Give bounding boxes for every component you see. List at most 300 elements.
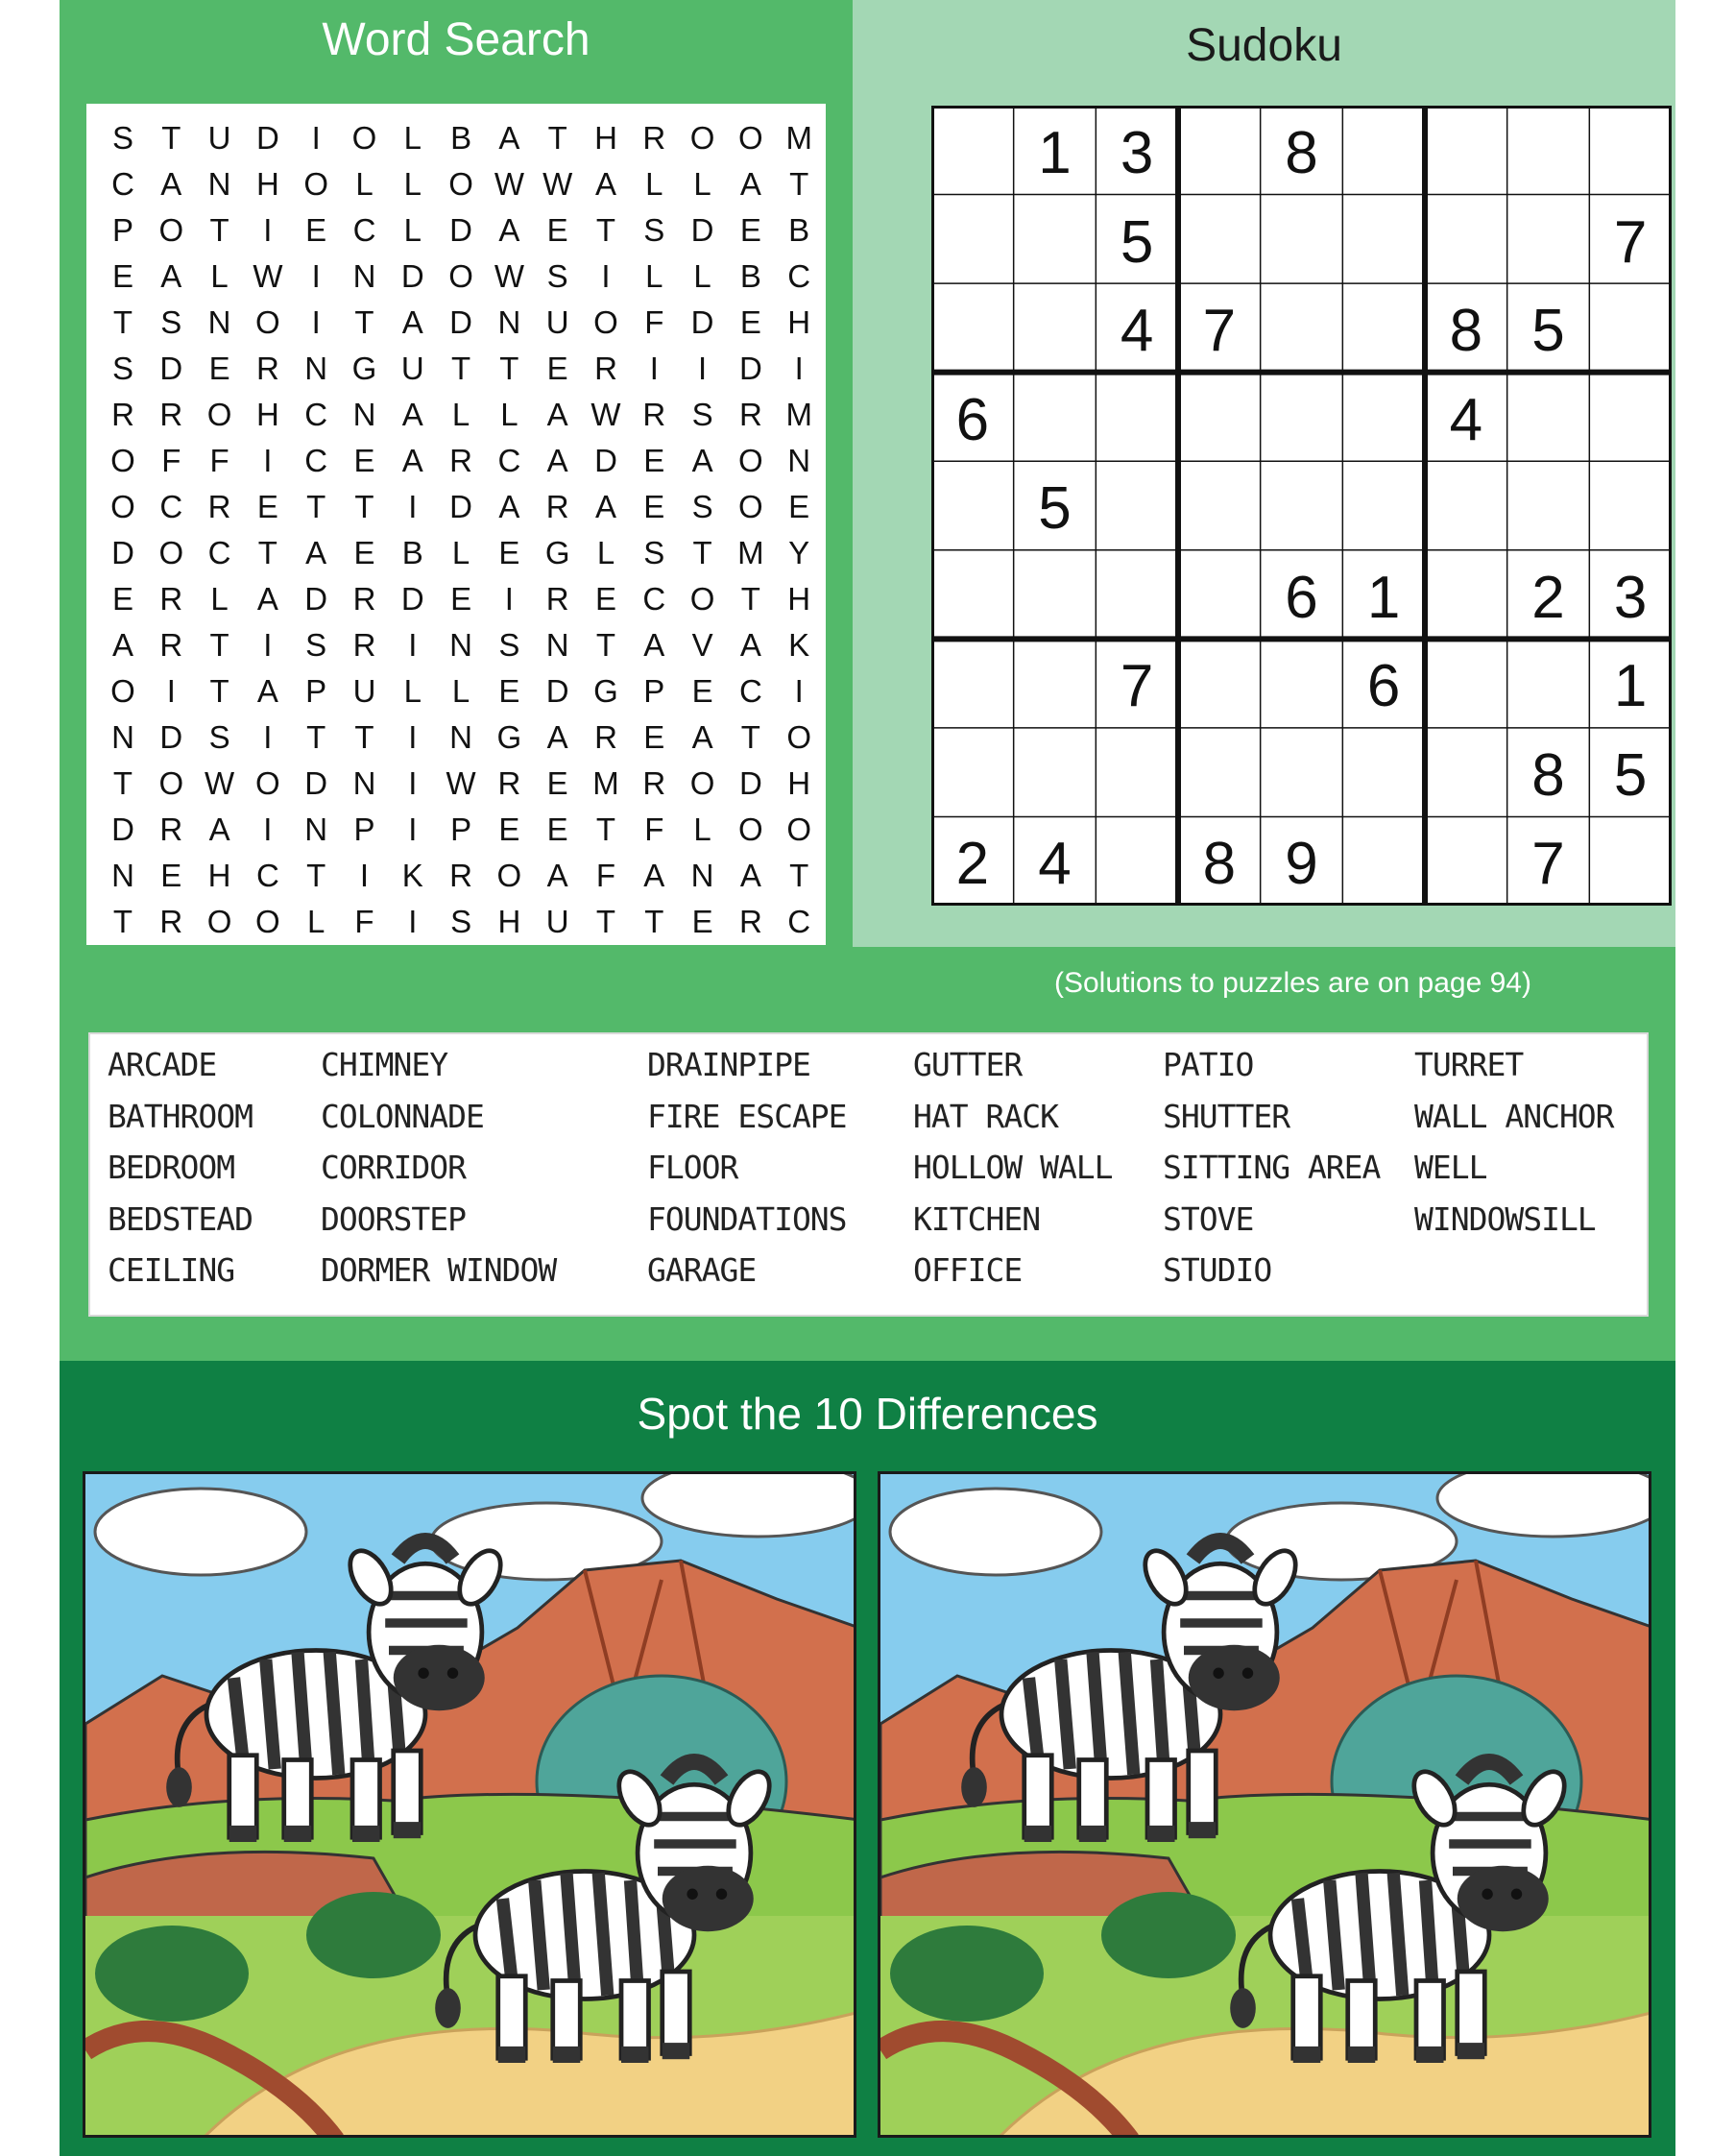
word-search-letter: S (111, 351, 133, 386)
word-search-letter: R (255, 351, 279, 386)
word-search-letter: I (263, 812, 273, 847)
word-search-letter: D (738, 351, 762, 386)
word-list-item: SHUTTER (1163, 1097, 1290, 1135)
word-search-letter: W (494, 166, 524, 202)
word-search-letter: I (311, 258, 321, 294)
word-search-letter: E (546, 212, 568, 248)
sudoku-given: 6 (1285, 564, 1318, 631)
word-search-letter: G (593, 673, 618, 709)
word-list-item: CEILING (108, 1251, 235, 1289)
word-search-letter: N (207, 304, 231, 340)
word-search-letter: T (644, 904, 664, 939)
word-search-letter: R (642, 120, 666, 156)
word-search-letter: A (498, 489, 520, 524)
word-search-letter: I (504, 581, 514, 617)
word-search-letter: R (642, 397, 666, 432)
word-search-letter: W (494, 258, 524, 294)
sudoku-title: Sudoku (1186, 20, 1342, 71)
word-search-letter: A (401, 304, 423, 340)
word-search-letter: O (786, 812, 812, 847)
word-search-letter: K (788, 627, 810, 663)
word-search-letter: O (158, 535, 184, 570)
word-search-letter: W (253, 258, 283, 294)
word-search-letter: N (111, 719, 134, 755)
word-search-letter: N (111, 858, 134, 893)
word-search-letter: A (739, 858, 761, 893)
zebra-scene-illustration-left (85, 1474, 856, 2138)
word-search-letter: A (401, 443, 423, 478)
word-search-letter: M (737, 535, 764, 570)
word-search-letter: L (596, 535, 615, 570)
word-search-row (104, 622, 819, 668)
word-search-letter: R (159, 904, 183, 939)
word-search-letter: A (594, 166, 616, 202)
word-search-letter: D (304, 581, 328, 617)
word-search-letter: D (449, 489, 473, 524)
word-search-letter: O (689, 120, 715, 156)
word-search-letter: E (691, 673, 713, 709)
word-search-letter: A (401, 397, 423, 432)
word-search-letter: N (304, 812, 328, 847)
word-search-letter: O (110, 673, 135, 709)
word-search-letter: U (545, 304, 569, 340)
word-search-letter: K (401, 858, 423, 893)
word-search-letter: T (789, 858, 809, 893)
word-list-item: STOVE (1163, 1199, 1254, 1238)
word-search-row (104, 346, 819, 392)
word-search-row (104, 254, 819, 300)
word-search-letter: H (787, 765, 811, 801)
sudoku-given: 1 (1038, 120, 1072, 186)
word-search-letter: L (451, 397, 470, 432)
word-search-letter: L (451, 535, 470, 570)
word-search-letter: M (592, 765, 619, 801)
word-search-letter: O (255, 765, 280, 801)
word-search-letter: R (642, 765, 666, 801)
word-search-letter: S (643, 535, 665, 570)
word-list-item: FIRE ESCAPE (647, 1097, 847, 1135)
word-search-letter: D (111, 535, 134, 570)
word-list-item: BEDSTEAD (108, 1199, 253, 1238)
solutions-note: (Solutions to puzzles are on page 94) (1054, 967, 1531, 999)
sudoku-given: 4 (1038, 831, 1072, 898)
word-search-letter: H (594, 120, 617, 156)
word-search-letter: A (739, 627, 761, 663)
word-search-letter: P (111, 212, 133, 248)
word-search-letter: U (400, 351, 424, 386)
word-list-item: SITTING AREA (1163, 1149, 1381, 1186)
word-search-letter: P (305, 673, 327, 709)
word-search-letter: N (497, 304, 521, 340)
word-search-letter: E (546, 812, 568, 847)
word-search-letter: T (451, 351, 471, 386)
word-search-letter: E (256, 489, 278, 524)
word-search-letter: E (498, 812, 520, 847)
word-search-letter: C (787, 904, 811, 939)
word-search-letter: I (263, 719, 273, 755)
word-search-letter: G (496, 719, 522, 755)
word-search-letter: N (352, 397, 376, 432)
word-search-row (104, 899, 819, 945)
puzzle-page (60, 0, 1675, 2156)
word-search-letter: L (403, 212, 422, 248)
word-search-letter: O (206, 904, 232, 939)
word-search-letter: W (542, 166, 573, 202)
word-search-letter: O (158, 765, 184, 801)
word-search-letter: O (496, 858, 522, 893)
word-list-item: ARCADE (108, 1046, 217, 1083)
word-search-letter: T (692, 535, 712, 570)
word-search-letter: R (594, 719, 617, 755)
sudoku-given: 6 (1366, 653, 1401, 720)
word-search-letter: O (689, 581, 715, 617)
zebra-scene-illustration-right (880, 1474, 1651, 2138)
word-search-letter: N (449, 719, 473, 755)
word-list-item: HAT RACK (913, 1097, 1058, 1135)
word-search-letter: H (787, 304, 811, 340)
word-search-letter: L (693, 166, 711, 202)
word-search-letter: B (739, 258, 761, 294)
word-list-item: WINDOWSILL (1414, 1199, 1596, 1238)
word-list-item: FLOOR (647, 1149, 738, 1186)
word-search-letter: E (739, 304, 761, 340)
word-search-letter: N (690, 858, 714, 893)
word-search-letter: E (691, 904, 713, 939)
word-search-letter: R (738, 904, 762, 939)
word-list-item: BEDROOM (108, 1149, 235, 1186)
word-search-letter: I (698, 351, 708, 386)
word-search-letter: A (498, 212, 520, 248)
word-search-row (104, 484, 819, 530)
word-search-letter: G (351, 351, 377, 386)
word-search-letter: I (794, 351, 804, 386)
word-search-letter: D (159, 351, 183, 386)
sudoku-given: 8 (1202, 831, 1237, 898)
word-search-letter: D (738, 765, 762, 801)
word-search-letter: U (352, 673, 376, 709)
word-search-letter: A (546, 719, 568, 755)
word-search-letter: F (161, 443, 181, 478)
word-search-letter: P (353, 812, 375, 847)
word-search-letter: I (263, 627, 273, 663)
word-search-row (104, 207, 819, 254)
word-search-letter: D (449, 304, 473, 340)
word-search-row (104, 115, 819, 161)
word-search-letter: E (498, 535, 520, 570)
sudoku-given: 7 (1531, 831, 1565, 898)
word-search-letter: T (354, 719, 374, 755)
word-search-letter: A (111, 627, 133, 663)
word-list-item: DRAINPIPE (647, 1046, 810, 1083)
word-search-letter: R (159, 581, 183, 617)
word-search-letter: E (353, 535, 375, 570)
sudoku-given: 3 (1120, 120, 1154, 186)
word-search-letter: T (789, 166, 809, 202)
word-search-letter: D (400, 258, 424, 294)
word-search-letter: O (448, 258, 473, 294)
sudoku-given: 1 (1613, 653, 1648, 720)
word-search-letter: W (590, 397, 621, 432)
word-search-letter: S (546, 258, 568, 294)
word-search-letter: L (210, 258, 229, 294)
word-search-letter: E (643, 489, 665, 524)
word-list-item: GARAGE (647, 1251, 757, 1289)
word-list-item: GUTTER (913, 1046, 1023, 1083)
word-search-letter: F (354, 904, 374, 939)
word-search-letter: C (642, 581, 666, 617)
word-search-letter: I (166, 673, 176, 709)
word-search-letter: A (305, 535, 327, 570)
word-search-letter: T (209, 627, 229, 663)
word-search-letter: A (160, 166, 182, 202)
word-search-letter: E (643, 719, 665, 755)
word-search-letter: B (401, 535, 423, 570)
word-search-letter: L (500, 397, 518, 432)
word-search-letter: O (351, 120, 377, 156)
word-search-row (104, 576, 819, 622)
word-search-letter: R (545, 581, 569, 617)
word-search-letter: R (207, 489, 231, 524)
sudoku-given: 5 (1038, 475, 1072, 543)
sudoku-given: 2 (955, 831, 990, 898)
word-search-letter: O (738, 812, 763, 847)
word-list-item: WALL ANCHOR (1414, 1097, 1614, 1135)
word-search-letter: R (111, 397, 134, 432)
sudoku-given: 5 (1531, 298, 1565, 365)
sudoku-given: 6 (955, 386, 990, 453)
sudoku-given: 5 (1120, 208, 1154, 276)
word-search-letter: S (691, 397, 713, 432)
word-list-item: DORMER WINDOW (321, 1251, 557, 1289)
word-search-letter: O (448, 166, 473, 202)
scene-left (83, 1471, 856, 2138)
word-list-item: CORRIDOR (321, 1149, 466, 1186)
word-search-letter: C (738, 673, 762, 709)
word-search-letter: T (209, 212, 229, 248)
word-search-letter: W (205, 765, 235, 801)
word-search-letter: E (111, 581, 133, 617)
word-list-item: TURRET (1414, 1046, 1524, 1083)
word-search-letter: D (594, 443, 617, 478)
sudoku-given: 8 (1531, 741, 1565, 809)
word-search-letter: T (306, 719, 326, 755)
word-search-letter: I (408, 904, 418, 939)
word-search-letter: T (306, 858, 326, 893)
word-search-letter: Y (788, 535, 810, 570)
word-search-letter: T (112, 904, 133, 939)
word-search-letter: D (690, 212, 714, 248)
word-search-letter: D (255, 120, 279, 156)
word-search-letter: E (546, 765, 568, 801)
word-search-letter: H (497, 904, 521, 939)
word-search-letter: F (644, 812, 664, 847)
sudoku-given: 2 (1531, 564, 1565, 631)
word-search-letter: H (255, 166, 279, 202)
word-search-letter: W (446, 765, 476, 801)
word-search-letter: D (159, 719, 183, 755)
word-search-letter: R (738, 397, 762, 432)
word-search-letter: R (497, 765, 521, 801)
word-search-letter: T (547, 120, 567, 156)
word-search-letter: L (693, 812, 711, 847)
word-search-letter: S (111, 120, 133, 156)
word-search-letter: C (497, 443, 521, 478)
word-search-letter: T (306, 489, 326, 524)
word-search-letter: A (256, 673, 278, 709)
word-list-item: CHIMNEY (321, 1046, 448, 1083)
word-list-item: PATIO (1163, 1046, 1254, 1083)
word-search-letter: R (545, 489, 569, 524)
word-search-row (104, 161, 819, 207)
word-search-row (104, 392, 819, 438)
word-search-letter: I (601, 258, 611, 294)
word-search-letter: L (210, 581, 229, 617)
word-search-letter: L (403, 120, 422, 156)
word-search-letter: T (209, 673, 229, 709)
spot-differences-title: Spot the 10 Differences (637, 1389, 1098, 1439)
word-search-letter: T (354, 489, 374, 524)
word-search-letter: R (159, 627, 183, 663)
word-search-letter: A (643, 858, 665, 893)
word-search-letter: T (740, 581, 760, 617)
word-list-item: STUDIO (1163, 1251, 1272, 1289)
word-search-letter: S (305, 627, 327, 663)
word-search-letter: E (546, 351, 568, 386)
word-search-letter: T (595, 212, 616, 248)
word-search-letter: F (644, 304, 664, 340)
word-search-letter: T (595, 904, 616, 939)
word-search-letter: R (159, 812, 183, 847)
sudoku-given: 4 (1120, 298, 1154, 365)
word-list-item: COLONNADE (321, 1097, 484, 1135)
word-search-letter: I (794, 673, 804, 709)
word-list-item: FOUNDATIONS (647, 1199, 847, 1238)
word-search-letter: T (257, 535, 277, 570)
word-search-letter: T (595, 812, 616, 847)
word-search-letter: O (255, 304, 280, 340)
word-search-letter: D (304, 765, 328, 801)
word-search-letter: A (546, 443, 568, 478)
word-search-letter: I (408, 765, 418, 801)
word-search-letter: O (689, 765, 715, 801)
word-search-letter: C (255, 858, 279, 893)
word-search-letter: L (307, 904, 325, 939)
word-search-row (104, 853, 819, 899)
word-search-letter: L (693, 258, 711, 294)
word-search-letter: S (160, 304, 182, 340)
word-search-letter: I (408, 627, 418, 663)
word-search-letter: A (546, 397, 568, 432)
word-search-letter: O (255, 904, 280, 939)
word-search-letter: E (498, 673, 520, 709)
word-search-letter: U (545, 904, 569, 939)
word-search-letter: E (643, 443, 665, 478)
word-search-letter: C (111, 166, 134, 202)
word-search-letter: N (787, 443, 811, 478)
word-list-item: BATHROOM (108, 1097, 253, 1135)
word-search-letter: T (161, 120, 181, 156)
word-search-letter: V (691, 627, 713, 663)
word-search-letter: L (403, 673, 422, 709)
word-search-letter: R (352, 581, 376, 617)
word-search-row (104, 715, 819, 761)
word-search-letter: E (208, 351, 230, 386)
sudoku-given: 7 (1120, 653, 1154, 720)
word-search-letter: S (691, 489, 713, 524)
sudoku-grid (931, 106, 1672, 906)
word-search-letter: R (449, 858, 473, 893)
word-search-letter: I (263, 212, 273, 248)
word-search-letter: L (355, 166, 374, 202)
word-search-letter: A (208, 812, 230, 847)
word-search-letter: N (304, 351, 328, 386)
word-search-letter: E (160, 858, 182, 893)
word-search-letter: S (498, 627, 520, 663)
word-search-letter: A (739, 166, 761, 202)
word-search-letter: S (643, 212, 665, 248)
sudoku-given: 4 (1449, 386, 1483, 453)
word-search-letter: D (545, 673, 569, 709)
word-search-letter: F (209, 443, 229, 478)
word-search-letter: M (785, 120, 812, 156)
word-search-letter: R (159, 397, 183, 432)
word-search-grid (86, 104, 826, 945)
word-search-letter: C (304, 397, 328, 432)
word-search-row (104, 300, 819, 346)
word-search-letter: S (450, 904, 472, 939)
word-search-letter: E (353, 443, 375, 478)
word-search-letter: I (359, 858, 370, 893)
word-search-letter: O (786, 719, 812, 755)
word-search-row (104, 807, 819, 853)
sudoku-given: 5 (1613, 741, 1648, 809)
word-list-item: KITCHEN (913, 1199, 1041, 1238)
word-list-item: HOLLOW WALL (913, 1149, 1113, 1186)
word-list-item: WELL (1414, 1149, 1487, 1186)
sudoku-given: 9 (1285, 831, 1318, 898)
word-search-letter: O (593, 304, 618, 340)
word-search-letter: G (544, 535, 570, 570)
word-search-letter: I (311, 304, 321, 340)
word-search-letter: B (450, 120, 472, 156)
word-search-letter: T (499, 351, 519, 386)
word-search-letter: I (311, 120, 321, 156)
word-search-letter: O (303, 166, 329, 202)
word-search-letter: E (739, 212, 761, 248)
word-search-letter: D (111, 812, 134, 847)
sudoku-given: 8 (1449, 298, 1483, 365)
word-search-letter: C (787, 258, 811, 294)
word-search-letter: D (400, 581, 424, 617)
word-search-letter: N (207, 166, 231, 202)
word-search-letter: T (595, 627, 616, 663)
word-search-letter: P (450, 812, 472, 847)
word-search-letter: L (451, 673, 470, 709)
word-search-letter: U (207, 120, 231, 156)
word-search-letter: A (691, 443, 713, 478)
word-search-title: Word Search (322, 14, 590, 65)
word-search-letter: I (408, 812, 418, 847)
word-search-letter: C (352, 212, 376, 248)
word-search-letter: T (740, 719, 760, 755)
word-search-letter: O (738, 120, 763, 156)
word-search-letter: D (690, 304, 714, 340)
word-search-letter: O (738, 443, 763, 478)
word-search-letter: F (595, 858, 616, 893)
word-search-row (104, 438, 819, 484)
word-search-letter: R (352, 627, 376, 663)
word-search-letter: M (785, 397, 812, 432)
